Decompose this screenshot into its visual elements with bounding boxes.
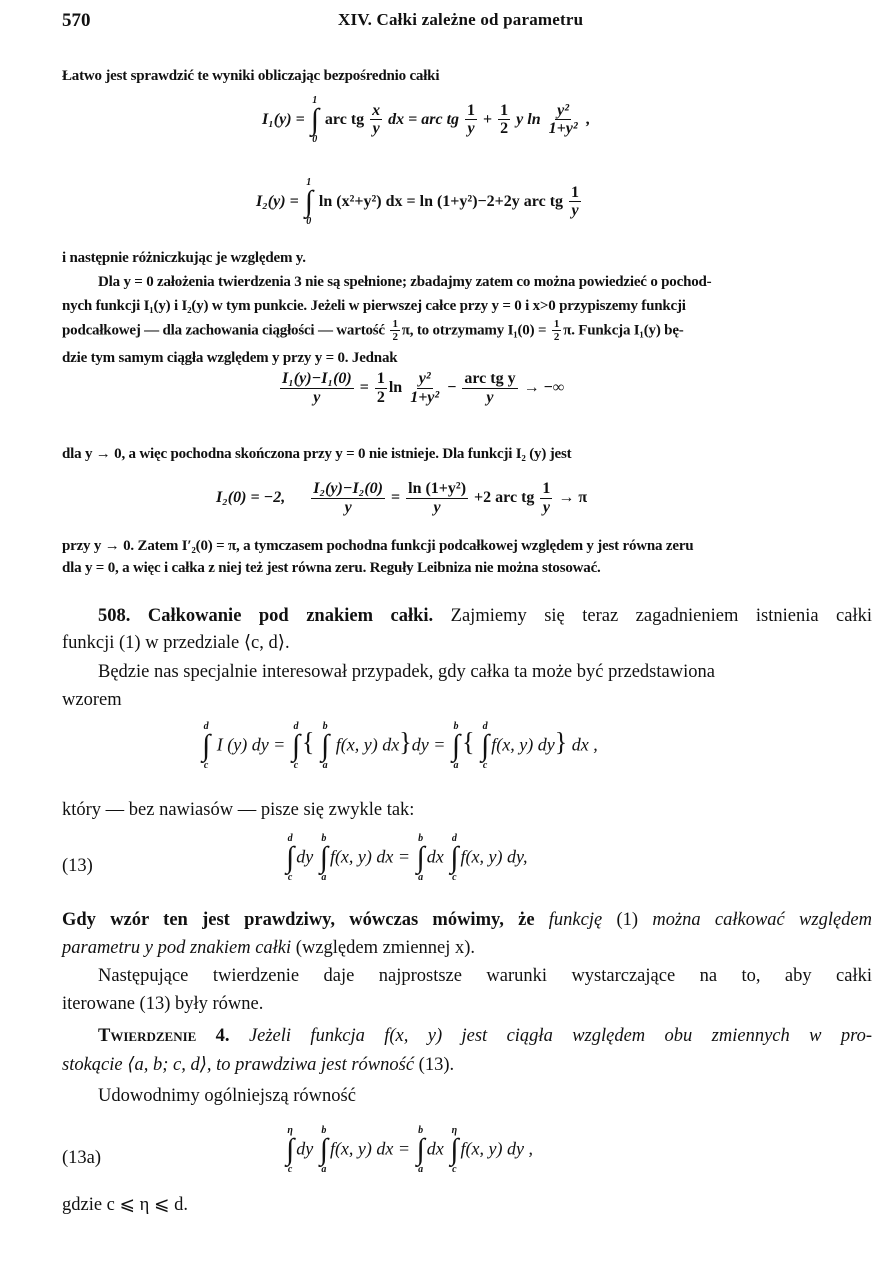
formula-lhs: I₁(y) = <box>262 110 305 128</box>
paragraph-text: Dla y = 0 założenia twierdzenia 3 nie są spełnione; zbadajmy zatem co można powiedzieć o pochod- <box>98 274 712 290</box>
section-title: 508. Całkowanie pod znakiem całki. <box>98 606 434 626</box>
paragraph-text: i następnie różniczkując je względem y. <box>62 250 306 266</box>
equation-label-13: (13) <box>62 856 93 876</box>
paragraph-text: stokącie ⟨a, b; c, d⟩, to prawdziwa jest równość (13). <box>62 1055 455 1075</box>
paragraph-text: który — bez nawiasów — pisze się zwykle tak: <box>62 800 415 820</box>
paragraph-text: gdzie c ⩽ η ⩽ d. <box>62 1195 188 1215</box>
formula-13a: η ∫ c dy b ∫ a f(x, y) dx = b ∫ a dx η ∫ c f(x, y) dy , <box>286 1125 533 1175</box>
equation-label-13a: (13a) <box>62 1148 102 1168</box>
formula-limit-I2: I₂(0) = −2, $\frac{\text{I₂(y)−I₂(0)}}{y}$ = $\frac{\text{ln (1+y²)}}{y}$ +2 arc tg $\frac{1}{y}$ → π <box>216 480 588 516</box>
paragraph-text-with-fractions: podcałkowej — dla zachowania ciągłości — wartość $\frac{1}{2}$ π, to otrzymamy I₁(0) = $\frac{1}{2}$ π. Funkcja I₁(y) bę- <box>62 318 684 344</box>
formula-I1: I₁(y) = 1 ∫ 0 arc tg $\frac{x}{y}$ dx = arc tg $\frac{1}{y}$ + $\frac{1}{2}$ y ln $\frac{\text{y²}}{\text{1+y²}}$ , <box>262 95 590 145</box>
paragraph-text: Gdy wzór ten jest prawdziwy, wówczas mówimy, że funkcję (1) można całkować względem <box>62 910 872 930</box>
page-number: 570 <box>62 10 91 31</box>
paragraph-text: Będzie nas specjalnie interesował przypadek, gdy całka ta może być przedstawiona <box>98 662 715 682</box>
integral-sign: 1 ∫ 0 <box>304 177 313 227</box>
theorem-label: Twierdzenie 4. <box>98 1026 230 1046</box>
paragraph-text: Udowodnimy ogólniejszą równość <box>98 1086 356 1106</box>
paragraph-text: wzorem <box>62 690 122 710</box>
paragraph-text: funkcji (1) w przedziale ⟨c, d⟩. <box>62 633 290 653</box>
paragraph-text: nych funkcji I₁(y) i I₂(y) w tym punkcie. Jeżeli w pierwszej całce przy y = 0 i x>0 przypiszemy funkcji <box>62 298 686 314</box>
paragraph-text: przy y → 0. Zatem I′₂(0) = π, a tymczasem pochodna funkcji podcałkowej względem y jest równa zeru <box>62 538 694 554</box>
formula-13: d ∫ c dy b ∫ a f(x, y) dx = b ∫ a dx d ∫ c f(x, y) dy, <box>286 833 528 883</box>
paragraph-text: dla y = 0, a więc i całka z niej też jest równa zeru. Reguły Leibniza nie można stosować. <box>62 560 601 576</box>
chapter-title: XIV. Całki zależne od parametru <box>338 10 584 29</box>
paragraph-text: dla y → 0, a więc pochodna skończona przy y = 0 nie istnieje. Dla funkcji I₂ (y) jest <box>62 446 572 462</box>
formula-limit-I1: $\frac{\text{I₁(y)−I₁(0)}}{y}$ = $\frac{1}{2}$ ln $\frac{\text{y²}}{\text{1+y²}}$ − $\frac{\text{arc tg y}}{y}$ → −∞ <box>282 370 565 406</box>
intro-text: Łatwo jest sprawdzić te wyniki obliczając bezpośrednio całki <box>62 68 440 84</box>
formula-double-integral: d ∫ c I (y) dy = d ∫ c { b ∫ a f(x, y) dx}dy = b ∫ a { d ∫ c f(x, y) dy} dx , <box>202 721 598 771</box>
integral-sign: 1 ∫ 0 <box>310 95 319 145</box>
paragraph-text: dzie tym samym ciągła względem y przy y = 0. Jednak <box>62 350 398 366</box>
theorem-4: Twierdzenie 4. Jeżeli funkcja f(x, y) jest ciągła względem obu zmiennych w pro- <box>98 1026 872 1046</box>
formula-I2: I₂(y) = 1 ∫ 0 ln (x²+y²) dx = ln (1+y²)−2+2y arc tg $\frac{1}{y}$ <box>256 177 580 227</box>
paragraph-text: iterowane (13) były równe. <box>62 994 264 1014</box>
paragraph-text: Następujące twierdzenie daje najprostsze warunki wystarczające na to, aby całki <box>98 966 872 986</box>
section-heading-508: 508. Całkowanie pod znakiem całki. Zajmiemy się teraz zagadnieniem istnienia całki <box>98 606 873 626</box>
paragraph-text: parametru y pod znakiem całki (względem zmiennej x). <box>62 938 476 958</box>
